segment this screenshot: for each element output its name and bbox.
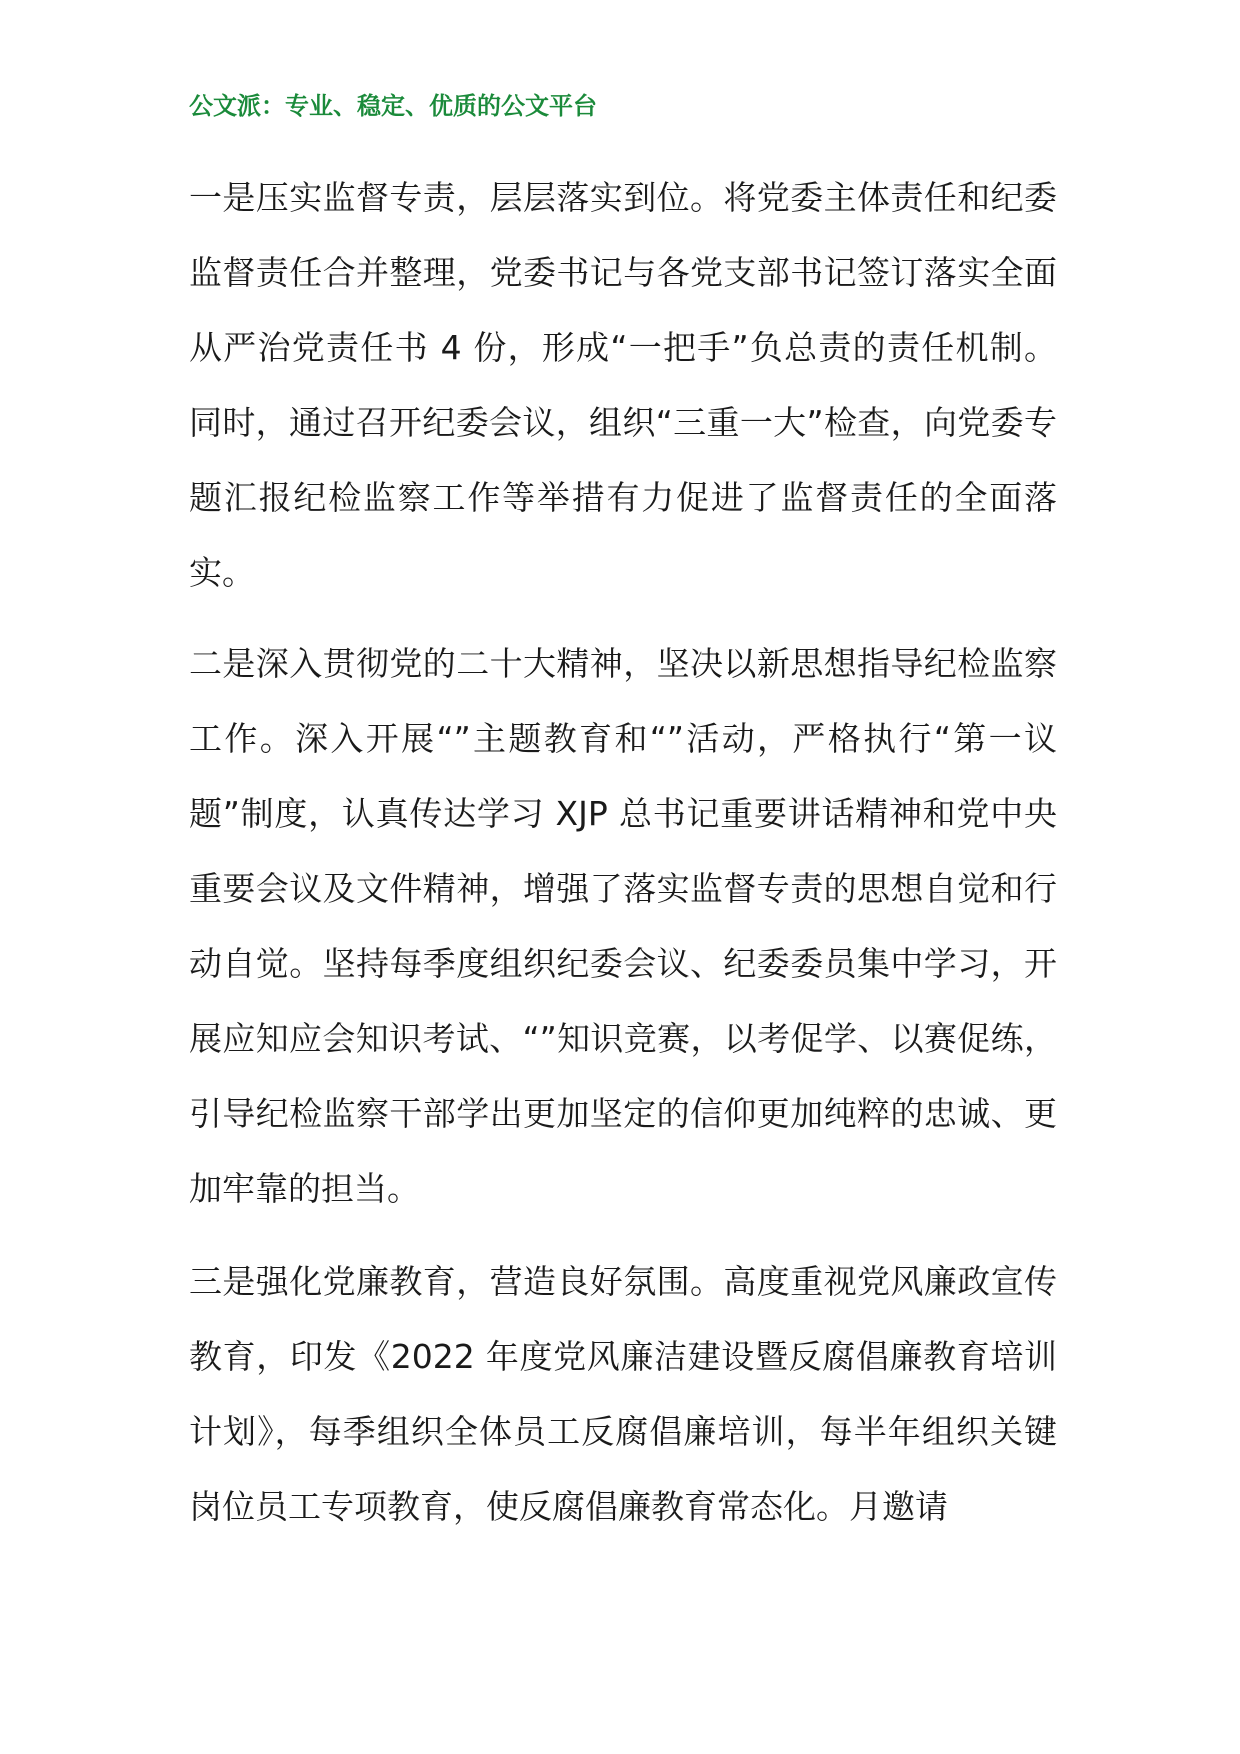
paragraph-1: 一是压实监督专责，层层落实到位。将党委主体责任和纪委监督责任合并整理，党委书记与各党支部书记签订落实全面从严治党责任书 4 份，形成“一把手”负总责的责任机制。同时，通过召开纪委会议，组织“三重一大”检查，向党委专题汇报纪检监察工作等举措有力促进了监督责任的全面落实。 (189, 178, 1057, 592)
paragraph-3: 三是强化党廉教育，营造良好氛围。高度重视党风廉政宣传教育，印发《2022 年度党风廉洁建设暨反腐倡廉教育培训计划》，每季组织全体员工反腐倡廉培训，每半年组织关键岗位员工专项教育，使反腐倡廉教育常态化。月邀请 (189, 1262, 1057, 1526)
paragraph-2: 二是深入贯彻党的二十大精神，坚决以新思想指导纪检监察工作。深入开展“”主题教育和“”活动，严格执行“第一议题”制度，认真传达学习 XJP 总书记重要讲话精神和党中央重要会议及文件精神，增强了落实监督专责的思想自觉和行动自觉。坚持每季度组织纪委会议、纪委委员集中学习，开展应知应会知识考试、“”知识竞赛，以考促学、以赛促练，引导纪检监察干部学出更加坚定的信仰更加纯粹的忠诚、更加牢靠的担当。 (189, 644, 1057, 1208)
site-header-banner: 公文派：专业、稳定、优质的公文平台 (189, 92, 597, 120)
